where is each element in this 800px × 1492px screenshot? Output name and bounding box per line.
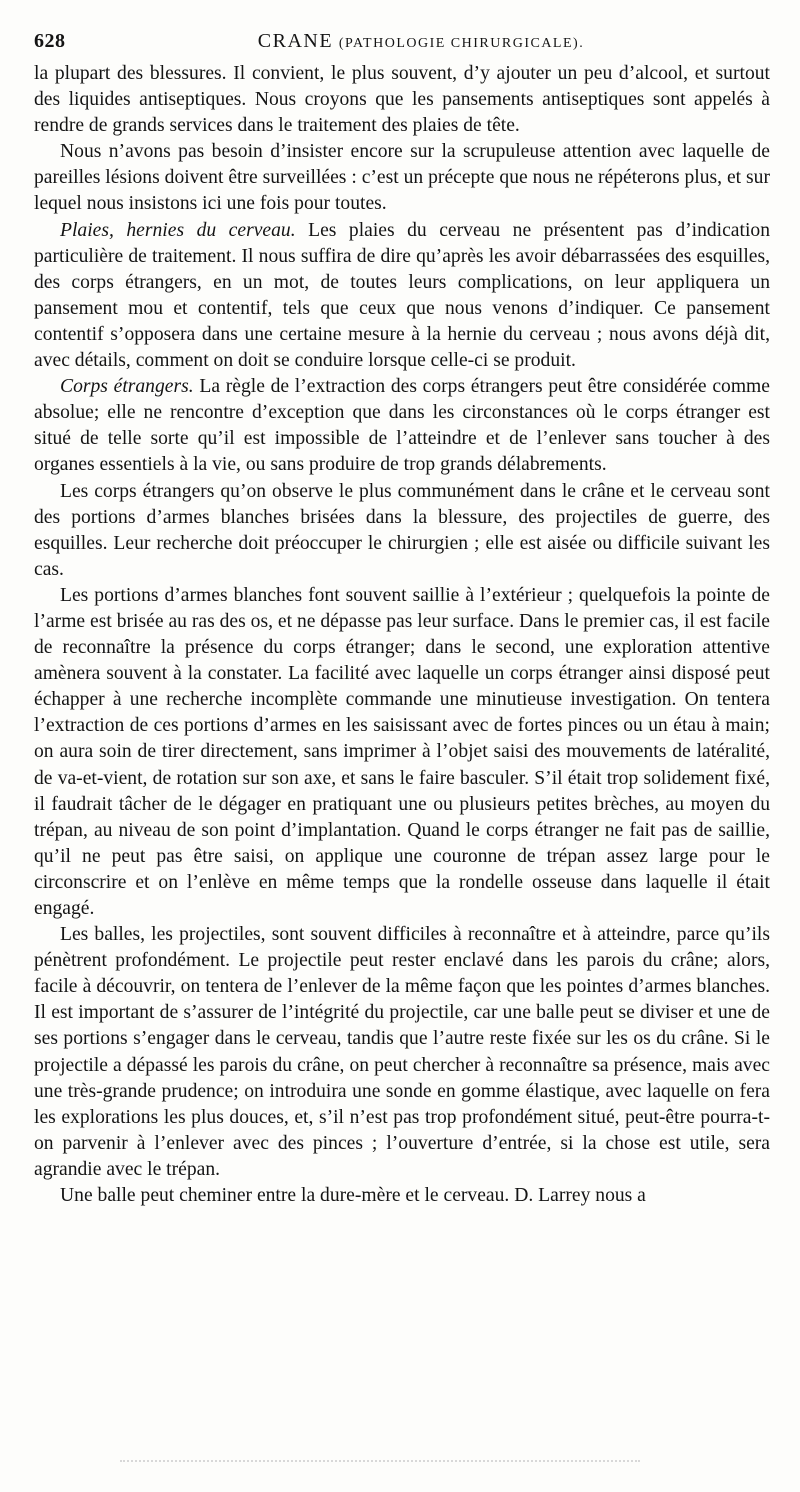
section-lead-corps: Corps étrangers. [60, 376, 194, 398]
paragraph-3-text: Les plaies du cerveau ne présentent pas d’indication particulière de traitement. Il nous suffira de dire qu’après les avoir débarrassées des esquilles, des corps étrangers, en un mot, de toutes leurs complications, on leur appliquera un pansement mou et contentif, tels que ceux que nous venons d’indiquer. Ce pansement contentif s’opposera dans une certaine mesure à la hernie du cerveau ; nous avons déjà dit, avec détails, comment on doit se conduire lorsque celle-ci se produit. [34, 219, 770, 372]
running-title-main: CRANE [257, 30, 334, 52]
paragraph-4 [34, 374, 770, 478]
running-head [34, 30, 768, 58]
page-number: 628 [34, 30, 66, 52]
paragraph-5: Les corps étrangers qu’on observe le plus communément dans le crâne et le cerveau sont des portions d’armes blanches brisées dans la blessure, des projectiles de guerre, des esquilles. Leur recherche doit préoccuper le chirurgien ; elle est aisée ou difficile suivant les cas. [34, 480, 770, 580]
text-body [34, 61, 770, 1209]
paragraph-3 [34, 218, 770, 375]
paragraph-8: Une balle peut cheminer entre la dure-mère et le cerveau. D. Larrey nous a [60, 1185, 646, 1207]
section-lead-plaies: Plaies, hernies du cerveau. [60, 219, 296, 241]
running-title [34, 30, 768, 53]
paragraph-4-text: La règle de l’extraction des corps étrangers peut être considérée comme absolue; elle ne rencontre d’exception que dans les circonstances où le corps étranger est situé de telle sorte qu’il est impossible de l’atteindre et de l’enlever sans toucher à des organes essentiels à la vie, ou sans produire de trop grands délabrements. [34, 376, 770, 476]
scan-noise-line [120, 1460, 640, 1464]
paragraph-6: Les portions d’armes blanches font souvent saillie à l’extérieur ; quelquefois la pointe de l’arme est brisée au ras des os, et ne dépasse pas leur surface. Dans le premier cas, il est facile de reconnaître la présence du corps étranger; dans le second, une exploration attentive amènera souvent à la constater. La facilité avec laquelle un corps étranger ainsi disposé peut échapper à une recherche incomplète commande une minutieuse investigation. On tentera l’extraction de ces portions d’armes en les saisissant avec de fortes pinces ou un étau à main; on aura soin de tirer directement, sans imprimer à l’objet saisi des mouvements de latéralité, de va-et-vient, de rotation sur son axe, et sans le faire basculer. S’il était trop solidement fixé, il faudrait tâcher de le dégager en pratiquant une ou plusieurs petites brèches, au moyen du trépan, au niveau de son point d’implantation. Quand le corps étranger ne fait pas de saillie, qu’il ne peut pas être saisi, on applique une couronne de trépan assez large pour le circonscrire et on l’enlève en même temps que la rondelle osseuse dans laquelle il était engagé. [34, 584, 770, 919]
paragraph-1: la plupart des blessures. Il convient, le plus souvent, d’y ajouter un peu d’alcool, et surtout des liquides antiseptiques. Nous croyons que les pansements antiseptiques sont appelés à rendre de grands services dans le traitement des plaies de tête. [34, 63, 770, 137]
paragraph-7: Les balles, les projectiles, sont souvent difficiles à reconnaître et à atteindre, parce qu’ils pénètrent profondément. Le projectile peut rester enclavé dans les parois du crâne; alors, facile à découvrir, on tentera de l’enlever de la même façon que les pointes d’armes blanches. Il est important de s’assurer de l’intégrité du projectile, car une balle peut se diviser et une de ses portions s’engager dans le cerveau, tandis que l’autre reste fixée sur les os du crâne. Si le projectile a dépassé les parois du crâne, on peut chercher à reconnaître sa présence, mais avec une très-grande prudence; on introduira une sonde en gomme élastique, avec laquelle on fera les explorations les plus douces, et, s’il n’est pas trop profondément situé, peut-être pourra-t-on parvenir à l’enlever avec des pinces ; l’ouverture d’entrée, si la chose est utile, sera agrandie avec le trépan. [34, 924, 770, 1180]
paragraph-2: Nous n’avons pas besoin d’insister encore sur la scrupuleuse attention avec laquelle de pareilles lésions doivent être surveillées : c’est un précepte que nous ne répéterons plus, et sur lequel nous insistons ici une fois pour toutes. [34, 141, 770, 215]
running-title-sub: (PATHOLOGIE CHIRURGICALE). [338, 36, 585, 51]
